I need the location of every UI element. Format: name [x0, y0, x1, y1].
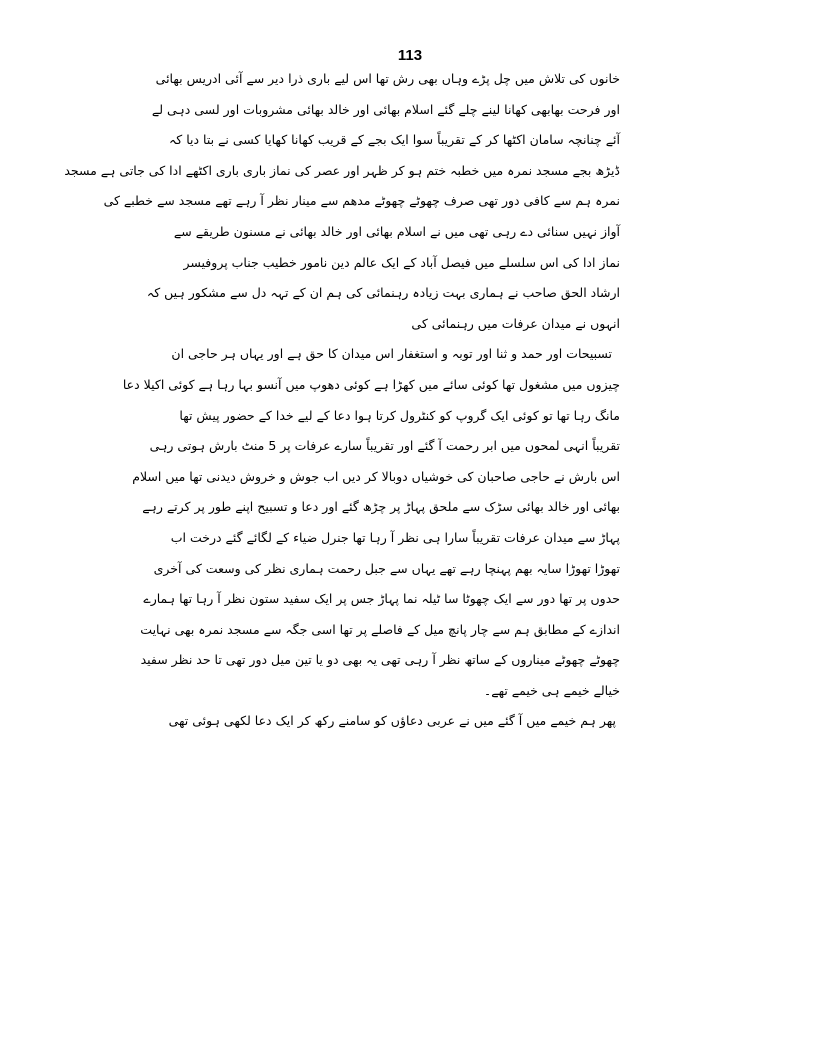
text-line: آواز نہیں سنائی دے رہی تھی میں نے اسلام بھائی اور خالد بھائی نے مسنون طریقے سے — [173, 223, 620, 239]
text-line: پھر ہم خیمے میں آ گئے میں نے عربی دعاؤں کو سامنے رکھ کر ایک دعا لکھی ہوئی تھی — [168, 713, 616, 729]
text-line: بھائی اور خالد بھائی سڑک سے ملحق پہاڑ پر چڑھ گئے اور دعا و تسبیح اپنے طور پر کرتے رہے — [142, 499, 620, 515]
text-line: اور فرحت بھابھی کھانا لینے چلے گئے اسلام بھائی اور خالد بھائی مشروبات اور لسی دہی لے — [151, 101, 620, 117]
body-text — [64, 64, 620, 737]
text-line: آئے چنانچہ سامان اکٹھا کر کے تقریباً سوا ایک بجے کے قریب کھانا کھایا کسی نے بتا دیا کہ — [168, 132, 620, 148]
text-line: انہوں نے میدان عرفات میں رہنمائی کی — [411, 315, 620, 331]
text-line: چیزوں میں مشغول تھا کوئی سائے میں کھڑا ہے کوئی دھوپ میں آنسو بہا رہا ہے کوئی اکیلا دعا — [122, 376, 620, 392]
paragraph-1 — [64, 64, 620, 339]
text-line: اس بارش نے حاجی صاحبان کی خوشیاں دوبالا کر دیں اب جوش و خروش دیدنی تھا میں اسلام — [132, 468, 620, 484]
text-line: نماز ادا کی اس سلسلے میں فیصل آباد کے ایک عالم دین نامور خطیب جناب پروفیسر — [183, 254, 620, 270]
paragraph-3 — [168, 706, 620, 737]
text-line: چھوٹے چھوٹے میناروں کے ساتھ نظر آ رہی تھی یہ بھی دو یا تین میل دور تھی تا حد نظر سفید — [140, 652, 620, 668]
page-number: 113 — [397, 47, 423, 64]
text-line: حدوں پر تھا دور سے ایک چھوٹا سا ٹیلہ نما پہاڑ جس پر ایک سفید ستون نظر آ رہا تھا ہمارے — [143, 591, 620, 607]
text-line: تقریباً انہی لمحوں میں ابر رحمت آ گئے اور تقریباً سارے عرفات پر 5 منٹ بارش ہوتی رہی — [149, 438, 620, 454]
text-line: تسبیحات اور حمد و ثنا اور توبہ و استغفار اس میدان کا حق ہے اور یہاں ہر حاجی ان — [171, 346, 612, 362]
text-line: ارشاد الحق صاحب نے ہماری بہت زیادہ رہنمائی کی ہم ان کے تہہ دل سے مشکور ہیں کہ — [146, 285, 620, 301]
text-line: اندازے کے مطابق ہم سے چار پانچ میل کے فاصلے پر تھا اسی جگہ سے مسجد نمرہ بھی نہایت — [140, 621, 620, 637]
text-line: نمرہ ہم سے کافی دور تھی صرف چھوٹے چھوٹے مدھم سے مینار نظر آ رہے تھے مسجد سے خطبے کی — [103, 193, 620, 209]
text-line: خانوں کی تلاش میں چل پڑے وہاں بھی رش تھا اس لیے باری ذرا دیر سے آئی ادریس بھائی — [155, 71, 620, 86]
text-line: مانگ رہا تھا تو کوئی ایک گروپ کو کنٹرول کرتا ہوا دعا کے لیے خدا کے حضور پیش تھا — [179, 407, 620, 423]
text-line: خیالے خیمے ہی خیمے تھے۔ — [483, 682, 620, 698]
paragraph-2 — [122, 339, 620, 706]
text-line: ڈیڑھ بجے مسجد نمرہ میں خطبہ ختم ہو کر ظہر اور عصر کی نماز باری باری اکٹھے ادا کی جاتی ہے مسجد — [64, 162, 620, 178]
text-line: تھوڑا تھوڑا سایہ بھم پہنچا رہے تھے یہاں سے جبل رحمت ہماری نظر کی وسعت کی آخری — [153, 560, 620, 576]
text-line: پہاڑ سے میدان عرفات تقریباً سارا ہی نظر آ رہا تھا جنرل ضیاء کے لگائے گئے درخت اب — [170, 529, 620, 545]
